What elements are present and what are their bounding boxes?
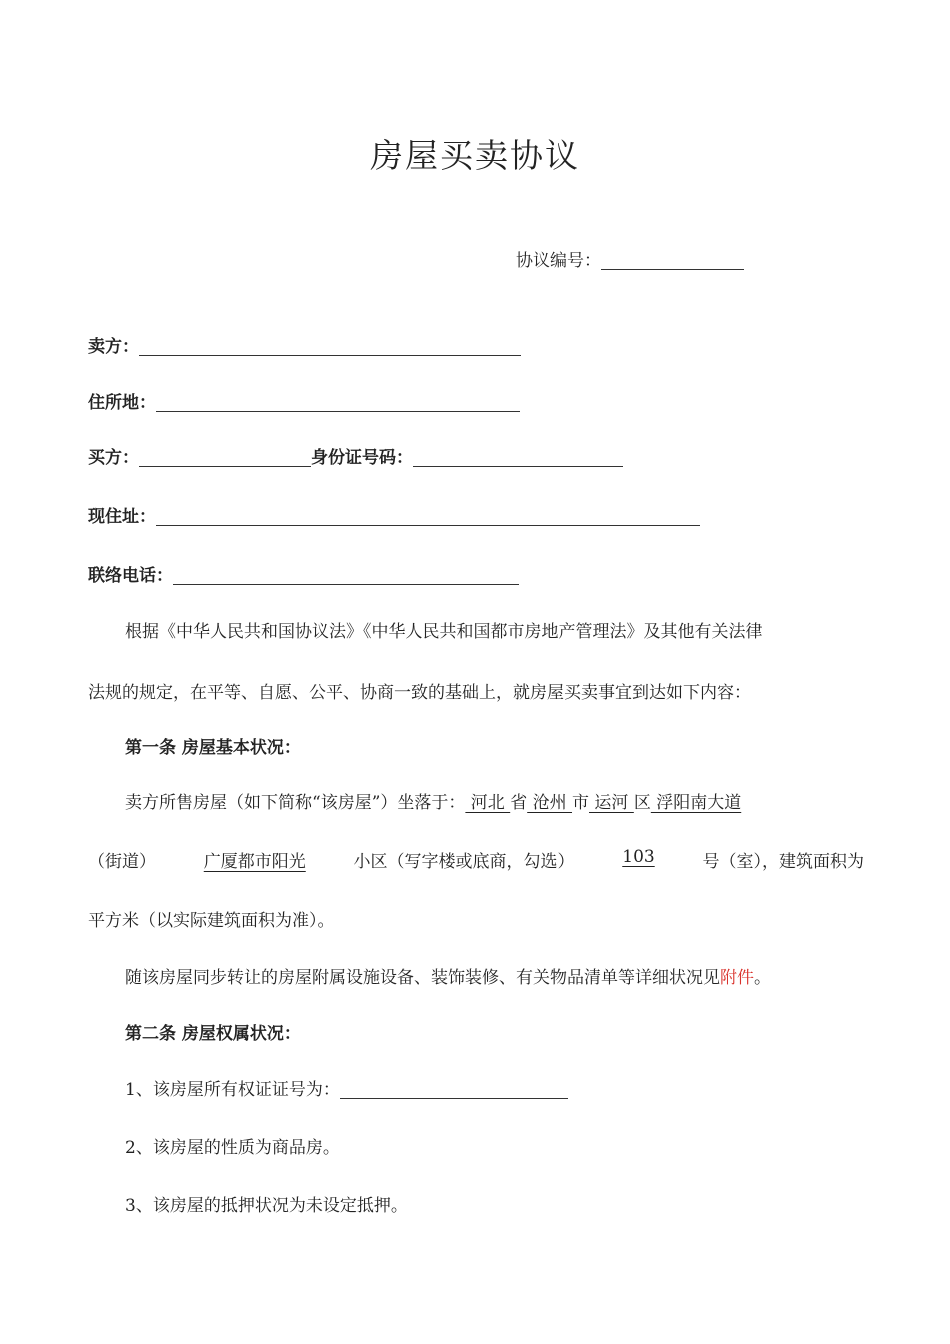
current-address-blank: [156, 505, 700, 526]
article-1-heading: 第一条 房屋基本状况：: [125, 738, 301, 758]
seller-blank: [139, 335, 521, 356]
ownership-cert-row: [125, 1075, 568, 1100]
area-line: 平方米（以实际建筑面积为准）。: [88, 911, 335, 931]
community-value: 广厦都市阳光: [203, 852, 306, 872]
seller-row: [88, 332, 521, 357]
location-prefix: 卖方所售房屋（如下简称“该房屋”）坐落于：: [125, 793, 466, 813]
id-number-blank: [413, 446, 623, 467]
current-address-row: [88, 502, 700, 527]
room-unit: 号（室），建筑面积为: [702, 852, 864, 872]
agreement-number-blank: [601, 249, 744, 270]
district-value: 运河: [589, 793, 634, 813]
room-value: 103: [622, 847, 655, 867]
attachment-line: [125, 963, 771, 988]
province-unit: 省: [510, 793, 528, 813]
phone-label: 联络电话：: [88, 566, 173, 586]
current-address-label: 现住址：: [88, 507, 156, 527]
ownership-cert-blank: [340, 1078, 568, 1099]
buyer-blank: [139, 446, 311, 467]
id-number-label: 身份证号码：: [311, 448, 413, 468]
buyer-row: [88, 443, 623, 468]
attachment-link[interactable]: 附件: [720, 968, 754, 988]
district-unit: 区: [633, 793, 651, 813]
ownership-cert-label: 1、该房屋所有权证证号为：: [125, 1080, 340, 1100]
street-value: 浮阳南大道: [650, 793, 742, 813]
property-nature-item: 2、该房屋的性质为商品房。: [125, 1138, 340, 1158]
community-line: [88, 847, 864, 872]
buyer-label: 买方：: [88, 448, 139, 468]
seller-label: 卖方：: [88, 337, 139, 357]
attachment-prefix: 随该房屋同步转让的房屋附属设施设备、装饰装修、有关物品清单等详细状况见: [125, 968, 720, 988]
agreement-number-row: [516, 246, 744, 271]
document-title: 房屋买卖协议: [370, 136, 580, 175]
phone-blank: [173, 564, 519, 585]
article-2-heading: 第二条 房屋权属状况：: [125, 1024, 301, 1044]
mortgage-status-item: 3、该房屋的抵押状况为未设定抵押。: [125, 1196, 408, 1216]
residence-blank: [156, 391, 520, 412]
residence-row: [88, 388, 520, 413]
city-value: 沧州: [527, 793, 573, 813]
phone-row: [88, 561, 519, 586]
street-unit: （街道）: [88, 852, 156, 872]
agreement-number-label: 协议编号：: [516, 251, 601, 271]
province-value: 河北: [465, 793, 511, 813]
attachment-suffix: 。: [754, 968, 771, 988]
city-unit: 市: [572, 793, 590, 813]
intro-line-1: 根据《中华人民共和国协议法》《中华人民共和国都市房地产管理法》及其他有关法律: [125, 622, 763, 642]
location-line: [125, 788, 741, 813]
residence-label: 住所地：: [88, 393, 156, 413]
community-unit: 小区（写字楼或底商，勾选）: [353, 852, 575, 872]
intro-line-2: 法规的规定，在平等、自愿、公平、协商一致的基础上，就房屋买卖事宜到达如下内容：: [88, 683, 751, 703]
